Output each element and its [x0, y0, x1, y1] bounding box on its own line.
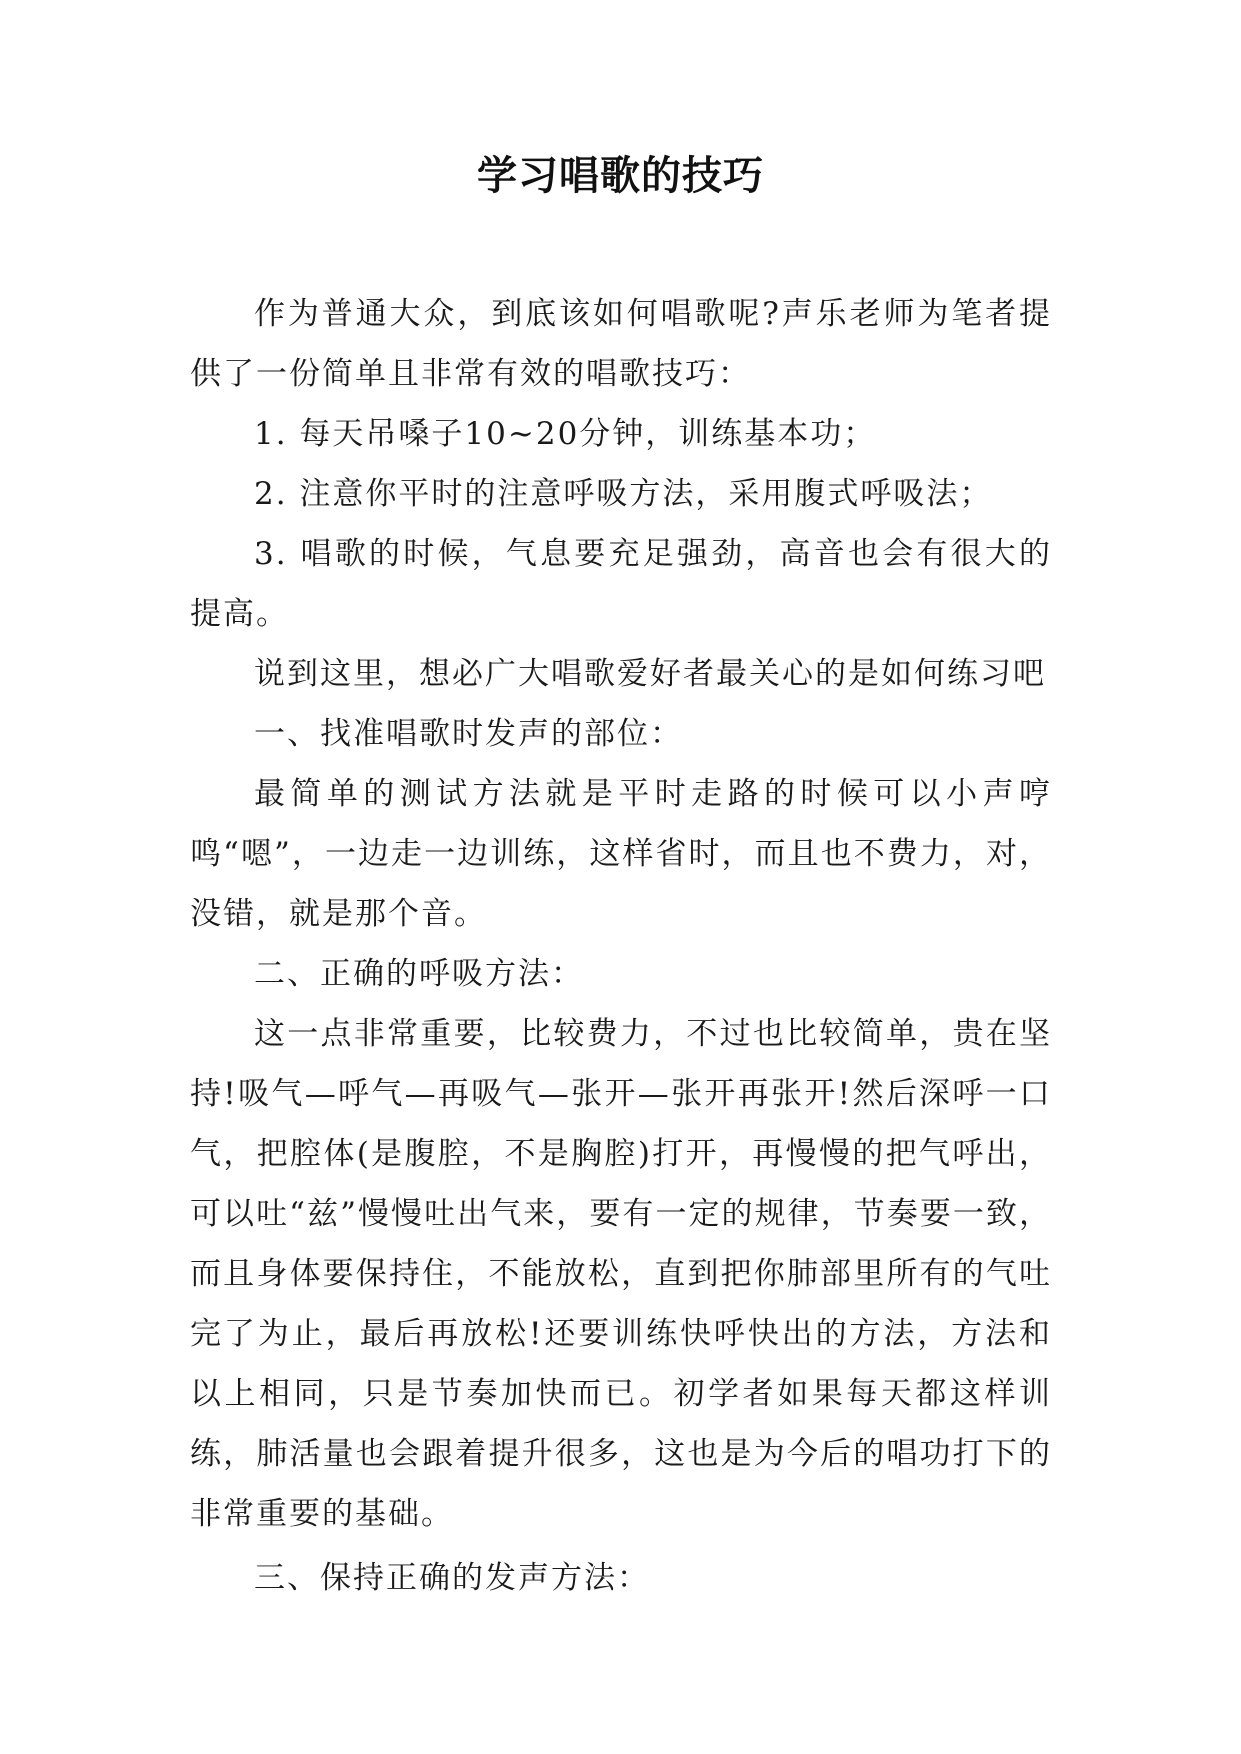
section-heading-3: 三、保持正确的发声方法： — [254, 1560, 650, 1596]
paragraph-section-1: 最简单的测试方法就是平时走路的时候可以小声哼鸣“嗯”，一边走一边训练，这样省时，而且也不费力，对，没错，就是那个音。 — [190, 776, 1052, 932]
section-heading-1: 一、找准唱歌时发声的部位： — [254, 716, 683, 752]
paragraph-intro: 作为普通大众，到底该如何唱歌呢?声乐老师为笔者提供了一份简单且非常有效的唱歌技巧： — [190, 296, 1052, 392]
paragraph-tip-3: 3. 唱歌的时候，气息要充足强劲，高音也会有很大的提高。 — [190, 536, 1052, 632]
paragraph-section-2: 这一点非常重要，比较费力，不过也比较简单，贵在坚持!吸气—呼气—再吸气—张开—张开再张开!然后深呼一口气，把腔体(是腹腔，不是胸腔)打开，再慢慢的把气呼出，可以吐“兹”慢慢吐出气来，要有一定的规律，节奏要一致，而且身体要保持住，不能放松，直到把你肺部里所有的气吐完了为止，最后再放松!还要训练快呼快出的方法，方法和以上相同，只是节奏加快而已。初学者如果每天都这样训练，肺活量也会跟着提升很多，这也是为今后的唱功打下的非常重要的基础。 — [190, 1016, 1052, 1532]
document-body — [190, 284, 1052, 1608]
section-heading-2: 二、正确的呼吸方法： — [254, 956, 584, 992]
paragraph-tip-1: 1. 每天吊嗓子10~20分钟，训练基本功； — [254, 416, 877, 452]
paragraph-tip-2: 2. 注意你平时的注意呼吸方法，采用腹式呼吸法； — [254, 476, 993, 512]
paragraph-transition: 说到这里，想必广大唱歌爱好者最关心的是如何练习吧 — [254, 656, 1046, 692]
document-title: 学习唱歌的技巧 — [477, 153, 764, 199]
